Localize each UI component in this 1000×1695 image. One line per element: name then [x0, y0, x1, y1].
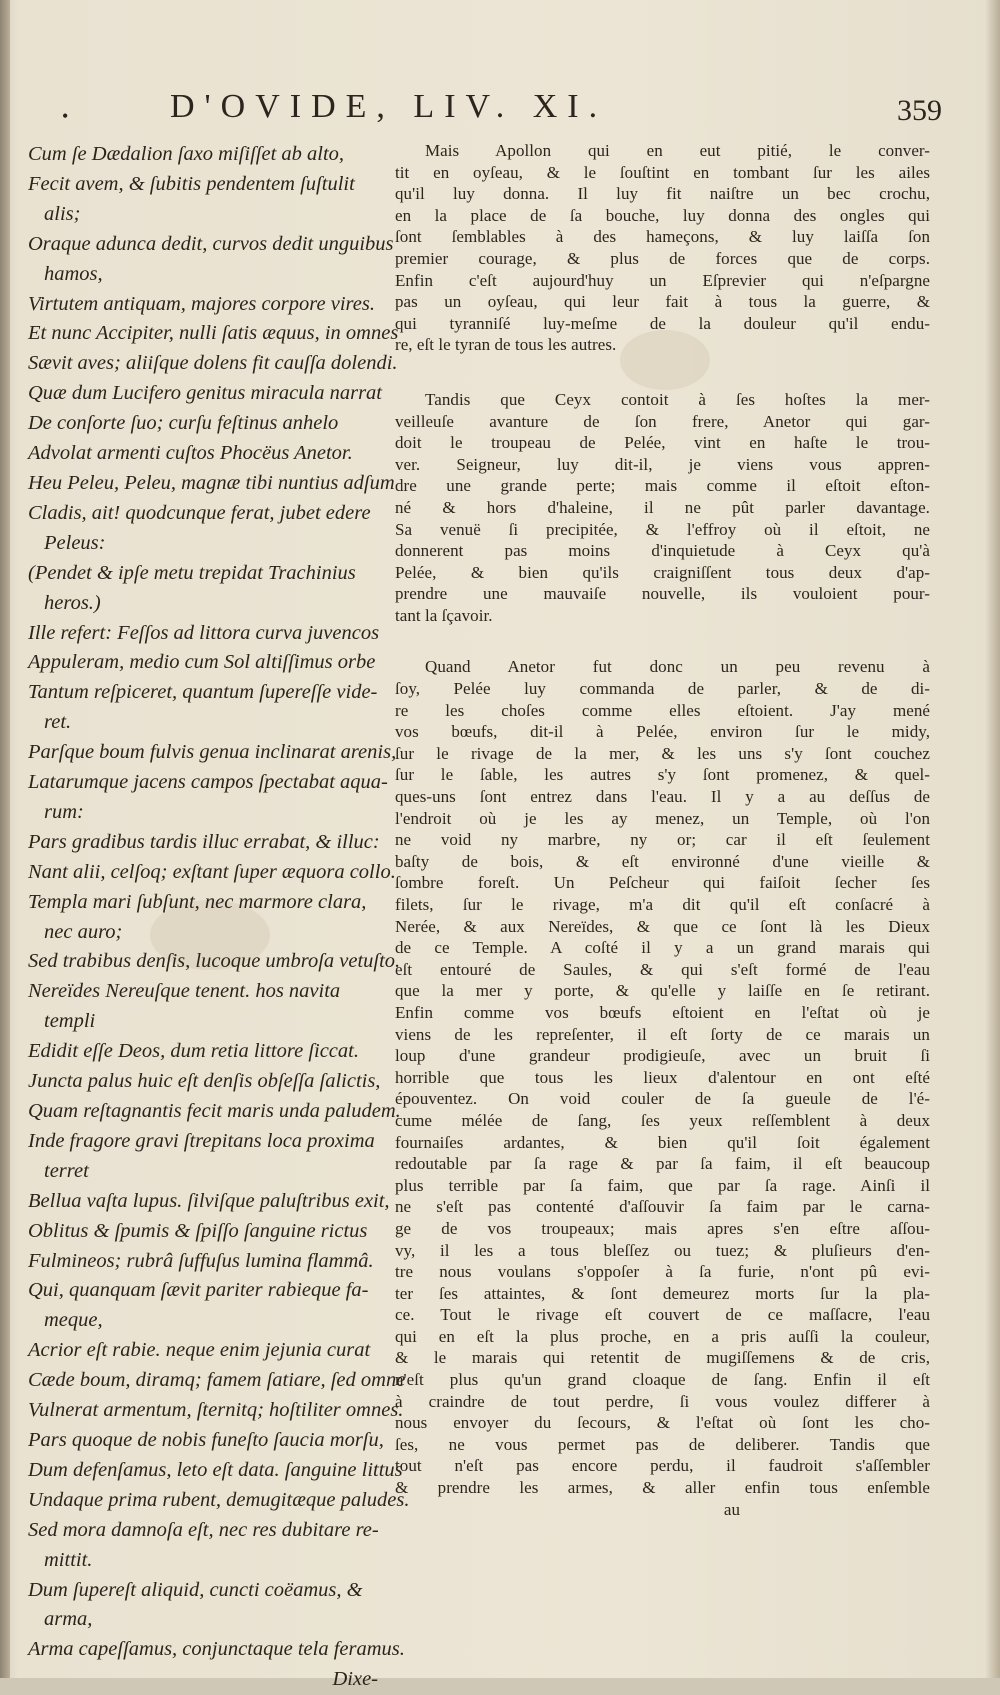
latin-verse-line: Cæde boum, diramq; famem ſatiare, ſed omne [28, 1369, 406, 1392]
french-prose-line: Nerée, & aux Nereïdes, & que ce ſont là les Dieux [395, 916, 930, 936]
french-prose-line: ſur le ſable, les autres s'y ſont promenez, & quel- [395, 765, 930, 785]
french-prose-line: qu'il luy donna. Il luy fit naiſtre un bec crochu, [395, 184, 930, 204]
page-edge [986, 0, 1000, 1678]
latin-verse-line: Arma capeſſamus, conjunctaque tela feramus. [28, 1638, 405, 1661]
french-prose-line: pas un oyſeau, qui leur fait à tous la guerre, & [395, 292, 930, 312]
french-prose-line: n'eſt plus qu'un grand cloaque de ſang. Enfin il eſt [395, 1370, 930, 1390]
latin-verse-line: ret. [44, 711, 72, 734]
latin-verse-line: Nant alii, celſoq; exſtant ſuper æquora collo. [28, 860, 396, 883]
french-prose-line: Tandis que Ceyx contoit à ſes hoſtes la mer- [425, 389, 930, 409]
french-prose-line: donnerent pas moins d'inquietude à Ceyx qu'à [395, 541, 930, 561]
french-prose-line: tout n'eſt pas encore perdu, il faudroit s'aſſembler [395, 1456, 930, 1476]
latin-verse-line: Advolat armenti cuſtos Phocëus Anetor. [28, 442, 353, 465]
french-prose-line: Enfin c'eſt aujourd'huy un Eſprevier qui n'eſpargne [395, 270, 930, 290]
french-prose-line: cume mélée de ſang, ſes yeux reſſemblent à deux [395, 1110, 930, 1130]
french-prose-line: dre une grande perte; mais comme il eſtoit eſton- [395, 476, 930, 496]
french-prose-line: baſty de bois, & eſt environné d'une vieille & [395, 851, 930, 871]
latin-verse-line: Nereïdes Nereuſque tenent. hos navita [28, 980, 341, 1003]
latin-verse-line: De conſorte ſuo; curſu feſtinus anhelo [28, 412, 339, 435]
french-prose-line: qui en eſt la plus proche, en a pris auſſi la couleur, [395, 1326, 930, 1346]
latin-catchword: Dixe- [332, 1668, 378, 1691]
latin-verse-line: (Pendet & ipſe metu trepidat Trachinius [28, 561, 356, 584]
latin-verse-line: arma, [44, 1608, 93, 1631]
latin-verse-line: Edidit eſſe Deos, dum retia littore ſiccat. [28, 1040, 359, 1063]
french-prose-line: ter ſes attaintes, & ſont demeurez morts ſur la pla- [395, 1283, 930, 1303]
french-prose-line: vy, il les a tous bleſſez ou tuez; & pluſieurs d'en- [395, 1240, 930, 1260]
french-prose-line: ge de vos troupeaux; mais apres s'en eſtre aſſou- [395, 1218, 930, 1238]
latin-verse-line: nec auro; [44, 920, 123, 943]
french-prose-line: prendre une mauvaiſe nouvelle, ils vouloient pour- [395, 584, 930, 604]
latin-verse-line: Virtutem antiquam, majores corpore vires. [28, 292, 375, 315]
latin-verse-line: Sed mora damnoſa eſt, nec res dubitare re- [28, 1518, 379, 1541]
french-prose-line: qui tyranniſé luy-meſme de la douleur qu'il endu- [395, 313, 930, 333]
latin-verse-line: Pars quoque de nobis funeſto ſaucia morſu, [28, 1428, 384, 1451]
french-prose-line: tant la ſçavoir. [395, 605, 493, 625]
french-prose-line: premier courage, & plus de forces que de corps. [395, 248, 930, 268]
latin-verse-line: Sed trabibus denſis, lucoque umbroſa vetuſto. [28, 950, 401, 973]
latin-verse-line: Peleus: [44, 531, 106, 554]
french-prose-line: ques-uns ſont entrez dans l'eau. Il y a au deſſus de [395, 787, 930, 807]
french-prose-line: Enfin comme vos bœufs eſtoient en l'eſtat où je [395, 1002, 930, 1022]
latin-verse-line: meque, [44, 1309, 103, 1332]
latin-verse-line: rum: [44, 800, 84, 823]
french-prose-line: ver. Seigneur, luy dit-il, je viens vous appren- [395, 454, 930, 474]
french-prose-line: ce. Tout le rivage eſt couvert de ce maſſacre, l'eau [395, 1305, 930, 1325]
latin-verse-line: Fecit avem, & ſubitis pendentem ſuſtulit [28, 172, 355, 195]
french-prose-line: ne void ny marbre, ny or; car il eſt ſeulement [395, 830, 930, 850]
latin-verse-line: Vulnerat armentum, ſternitq; hoſtiliter omnes. [28, 1399, 404, 1422]
french-prose-line: redoutable par ſa rage & par ſa faim, il eſt beaucoup [395, 1154, 930, 1174]
latin-verse-line: Ille refert: Feſſos ad littora curva juvencos [28, 621, 380, 644]
french-prose-line: nous envoyer du ſecours, & l'eſtat où ſont les cho- [395, 1413, 930, 1433]
french-prose-line: Quand Anetor fut donc un peu revenu à [425, 657, 930, 677]
latin-verse-line: Fulmineos; rubrâ ſuffuſus lumina flammâ. [28, 1249, 374, 1272]
french-prose-line: ſombre foreſt. Un Peſcheur qui faiſoit ſecher ſes [395, 873, 930, 893]
latin-verse-line: Acrior eſt rabie. neque enim jejunia curat [28, 1339, 371, 1362]
french-prose-line: re, eſt le tyran de tous les autres. [395, 335, 617, 355]
paragraph-gap [395, 356, 930, 389]
french-prose-line: tre nous voulans s'oppoſer à ſa furie, n'ont pû evi- [395, 1262, 930, 1282]
latin-verse-line: Juncta palus huic eſt denſis obſeſſa ſalictis, [28, 1070, 381, 1093]
page-header [62, 88, 942, 134]
latin-verse-line: mittit. [44, 1548, 93, 1571]
french-prose-line: eſt entouré de Saules, & qui s'eſt formé de l'eau [395, 959, 930, 979]
latin-verse-line: Appuleram, medio cum Sol altiſſimus orbe [28, 651, 376, 674]
french-prose-line: Sa venuë ſi precipitée, & l'effroy où il eſtoit, ne [395, 519, 930, 539]
latin-verse-line: Quæ dum Lucifero genitus miracula narrat [28, 382, 383, 405]
french-prose-line: loup d'une grandeur prodigieuſe, avec un bruit ſi [395, 1046, 930, 1066]
latin-verse-line: Et nunc Accipiter, nulli ſatis æquus, in omnes [28, 322, 399, 345]
french-catchword: au [723, 1499, 740, 1519]
latin-verse-line: Quam reſtagnantis fecit maris unda paludem. [28, 1100, 401, 1122]
latin-verse-line: Undaque prima rubent, demugitæque paludes. [28, 1488, 410, 1511]
french-prose-line: l'endroit où je les ay menez, un Temple, où l'on [395, 808, 930, 828]
latin-verse-line: alis; [44, 202, 81, 225]
latin-verse-line: Qui, quanquam ſævit pariter rabieque fa- [28, 1279, 369, 1302]
french-prose-line: ſont ſemblables à des hameçons, & luy laiſſa ſon [395, 227, 930, 247]
french-prose-line: vos bœufs, dit-il à Pelée, environ ſur le midy, [395, 722, 930, 742]
latin-verse-line: Dum defenſamus, leto eſt data. ſanguine littus [28, 1458, 403, 1481]
running-head: D'OVIDE, LIV. XI. [170, 88, 608, 125]
latin-verse-line: Templa mari ſubſunt, nec marmore clara, [28, 890, 367, 913]
latin-verse-line: Dum ſupereſt aliquid, cuncti coëamus, & [28, 1578, 363, 1601]
french-column [395, 140, 930, 1520]
french-prose-line: & prendre les armes, & aller enfin tous enſemble [395, 1478, 930, 1498]
french-prose-line: né & hors d'haleine, il ne pût parler davantage. [395, 497, 930, 517]
french-prose-line: à craindre de tout perdre, ſi vous voulez differer à [395, 1391, 930, 1411]
french-prose-line: en la place de ſa bouche, luy donna des ongles qui [395, 205, 930, 225]
french-prose-line: épouventez. On void couler de ſa gueule de l'é- [395, 1089, 930, 1109]
page-binding [0, 0, 10, 1678]
latin-verse-line: hamos, [44, 262, 103, 285]
french-prose-line: viens de les repreſenter, il eſt ſorty de ce marais un [395, 1024, 930, 1044]
french-prose-line: ſoy, Pelée luy commanda de parler, & de di- [395, 679, 930, 699]
french-prose-line: que la mer y porte, & qu'elle y laiſſe en ſe retirant. [395, 981, 930, 1001]
latin-verse-line: Latarumque jacens campos ſpectabat aqua- [28, 771, 388, 794]
paragraph-gap [395, 626, 930, 656]
french-prose-line: horrible que tous les lieux d'alentour en ont eſté [395, 1067, 930, 1087]
french-prose-line: Pelée, & bien qu'ils craigniſſent tous deux d'ap- [395, 562, 930, 582]
french-prose-line: ne s'eſt pas contenté d'aſſouvir ſa faim par le carna- [395, 1197, 930, 1217]
french-prose-line: Mais Apollon qui en eut pitié, le conver- [425, 141, 930, 160]
latin-verse-line: Cum ſe Dædalion ſaxo miſiſſet ab alto, [28, 143, 345, 165]
french-prose-line: doit le troupeau de Pelée, vint en haſte le trou- [395, 433, 930, 453]
latin-verse-line: Tantum reſpiceret, quantum ſupereſſe vide- [28, 681, 378, 704]
french-prose-line: de ce Temple. A coſté il y a un grand marais qui [395, 938, 930, 958]
latin-verse-line: heros.) [44, 591, 101, 614]
latin-column [28, 140, 410, 1695]
latin-verse-line: Parſque boum fulvis genua inclinarat arenis, [28, 741, 397, 764]
page-number: 359 [897, 94, 942, 127]
french-prose-line: plus terrible par ſa faim, que par ſa rage. Ainſi il [395, 1175, 930, 1195]
ornament-mark: • [62, 106, 69, 126]
french-prose-line: fournaiſes ardantes, & bien qu'il ſoit également [395, 1132, 930, 1152]
latin-verse-line: Pars gradibus tardis illuc errabat, & illuc: [28, 830, 380, 853]
french-prose-line: veilleuſe avanture de ſon frere, Anetor qui gar- [395, 411, 930, 431]
latin-verse-line: Bellua vaſta lupus. ſilviſque paluſtribus exit, [28, 1189, 390, 1212]
french-prose-line: ſes, ne vous permet pas de deliberer. Tandis que [395, 1434, 930, 1454]
french-prose-line: & le marais qui retentit de mugiſſemens & de cris, [395, 1348, 930, 1368]
french-prose-line: tit en oyſeau, & le ſouſtint en tombant ſur les ailes [395, 162, 930, 182]
latin-verse-line: templi [44, 1010, 96, 1033]
latin-verse-line: Sævit aves; aliiſque dolens fit cauſſa dolendi. [28, 352, 398, 375]
latin-verse-line: Oblitus & ſpumis & ſpiſſo ſanguine rictus [28, 1219, 368, 1242]
latin-verse-line: Cladis, ait! quodcunque ferat, jubet edere [28, 501, 371, 524]
latin-verse-line: Heu Peleu, Peleu, magnæ tibi nuntius adſum [28, 471, 395, 494]
french-prose-line: re les choſes comme elles eſtoient. J'ay mené [395, 700, 930, 720]
french-prose-line: ſur le rivage de la mer, & les uns s'y ſont couchez [395, 743, 930, 763]
latin-verse-line: Inde fragore gravi ſtrepitans loca proxima [28, 1129, 375, 1152]
latin-verse-line: terret [44, 1159, 89, 1182]
latin-verse-line: Oraque adunca dedit, curvos dedit unguibus [28, 232, 394, 255]
french-prose-line: filets, ſur le rivage, m'a dit qu'il eſt conſacré à [395, 895, 930, 914]
